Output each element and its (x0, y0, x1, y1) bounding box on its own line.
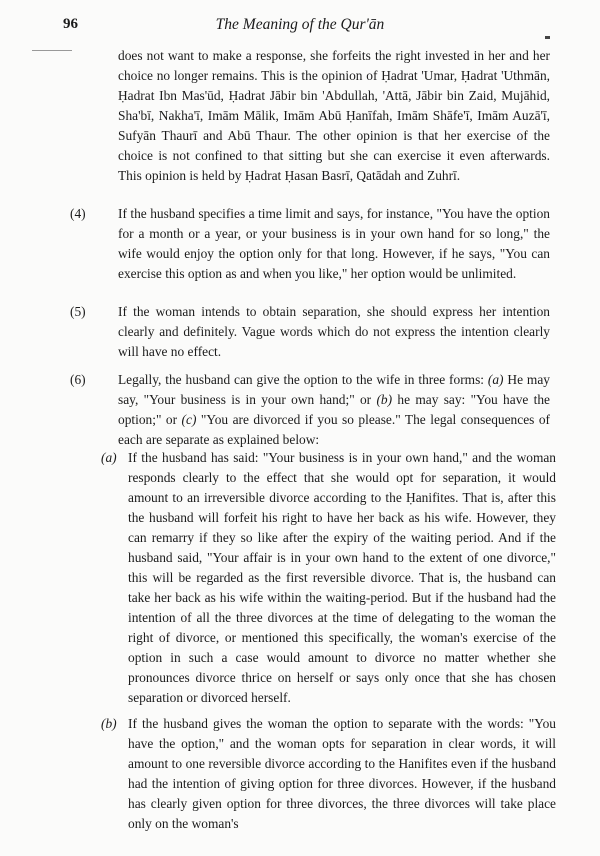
option-label-a: (a) (487, 372, 504, 387)
subparagraph-label: (a) (101, 450, 117, 465)
paragraph-number: (6) (70, 372, 86, 387)
option-label-b: (b) (376, 392, 393, 407)
running-title: The Meaning of the Qur'ān (215, 16, 385, 33)
page-number: 96 (63, 16, 78, 32)
paragraph-text (118, 370, 550, 450)
paragraph-text-part: he may say: "You have the option;" or (118, 392, 551, 427)
paragraph-text-part: "You are divorced if you so please." The legal consequences of each are separate as explained below: (118, 412, 550, 447)
paragraph-text: If the husband specifies a time limit and says, for instance, "You have the option for a month or a year, or your business is in your own hand for so long," the wife would enjoy the option only for that long. However, if he says, "You can exercise this option as and when you like," her option would be unlimited. (118, 206, 550, 281)
scan-mark (32, 50, 72, 51)
subparagraph-label: (b) (101, 716, 117, 731)
option-label-c: (c) (181, 412, 197, 427)
paragraph-number: (5) (70, 304, 86, 319)
subparagraph-text: If the husband gives the woman the option to separate with the words: "You have the option," and the woman opts for separation in clear words, it will amount to one reversible divorce according to the Hanifites even if the husband had the intention of giving option for three divorces. However, if the husband has clearly given option for three divorces, the three divorces will take place only on the woman's (128, 716, 556, 831)
continuation-paragraph: does not want to make a response, she forfeits the right invested in her and her choice no longer remains. This is the opinion of Ḥadrat 'Umar, Ḥadrat 'Uthmān, Ḥadrat Ibn Mas'ūd, Ḥadrat Jābir bin 'Abdullah, 'Attā, Jābir bin Zaid, Mujāhid, Sha'bī, Nakha'ī, Imām Mālik, Imām Abū Ḥanīfah, Imām Shāfe'ī, Imām Auzā'ī, Sufyān Thaurī and Abū Thaur. The other opinion is that her exercise of the choice is not confined to that sitting but she can exercise it even afterwards. This opinion is held by Ḥadrat Ḥasan Basrī, Qatādah and Zuhrī. (118, 48, 550, 183)
paragraph-text: If the woman intends to obtain separation, she should express her intention clearly and definitely. Vague words which do not express the intention clearly will have no effect. (118, 304, 550, 359)
subparagraph-text: If the husband has said: "Your business is in your own hand," and the woman responds clearly to the effect that she would opt for separation, it would amount to an irreversible divorce according to the Ḥanifites. That is, after this the husband will forfeit his right to have her back as his wife. However, they can remarry if they so like after the expiry of the waiting period. And if the husband said, "Your affair is in your own hand to the extent of one divorce," this will be regarded as the first reversible divorce. That is, the husband can take her back as his wife within the waiting-period. But if the husband had the intention of all the three divorces at the time of delegating to the woman the right of divorce, or mentioned this specifically, the woman's exercise of the option in such a case would amount to divorce no matter whether she pronounces divorce thrice on herself or says only once that she has chosen separation or divorced herself. (128, 450, 556, 705)
paragraph-number: (4) (70, 206, 86, 221)
paragraph-text-part: Legally, the husband can give the option to the wife in three forms: (118, 372, 488, 387)
scan-speck (545, 36, 550, 39)
paragraph-text-part: He may say, "Your business is in your own hand;" or (118, 372, 550, 407)
